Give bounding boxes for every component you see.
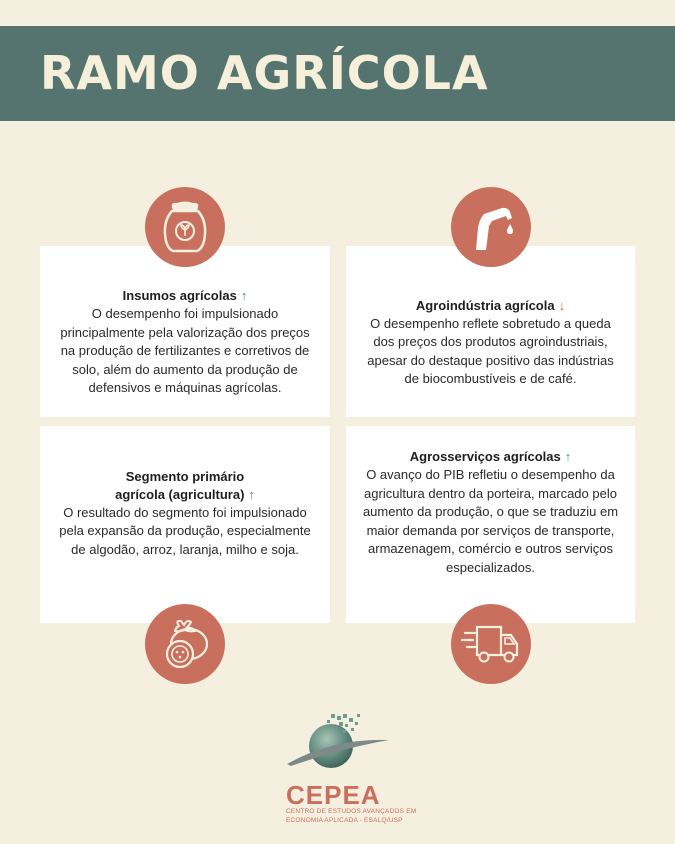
logo-subtitle-line2: ECONOMIA APLICADA - ESALQ/USP	[286, 817, 403, 824]
card-body: O desempenho foi impulsionado principalmente pela valorização dos preços na produção de fertilizantes e corretivos de solo, além do aumento da produção de defensivos e máquinas agrícolas.	[60, 306, 310, 396]
trend-up-icon: ↑	[564, 449, 572, 464]
trend-down-icon: ↓	[558, 297, 566, 313]
card-title	[410, 448, 572, 466]
cepea-logo	[283, 708, 393, 780]
tomato-icon	[145, 604, 225, 684]
card-body: O desempenho reflete sobretudo a queda dos preços dos produtos agroindustriais, apesar do destaque positivo das indústrias de biocombustíveis e de café.	[367, 315, 614, 386]
page-title: RAMO AGRÍCOLA	[40, 46, 489, 100]
card-body: O resultado do segmento foi impulsionado pela expansão da produção, especialmente de algodão, arroz, laranja, milho e soja.	[59, 504, 311, 557]
logo-wordmark: CEPEA	[286, 780, 381, 810]
card-segmento-primario	[40, 426, 330, 623]
card-agroindustria	[346, 246, 635, 417]
fertilizer-sack-icon	[145, 187, 225, 267]
card-title	[58, 468, 312, 504]
fuel-nozzle-icon	[451, 187, 531, 267]
card-title	[123, 287, 248, 305]
trend-up-icon: ↑	[240, 288, 248, 304]
delivery-truck-icon	[451, 604, 531, 684]
card-title-text: Insumos agrícolas	[122, 288, 237, 304]
card-body: O avanço do PIB refletiu o desempenho da agricultura dentro da porteira, marcado pelo aumento da produção, o que se traduziu em maior demanda por serviços de transporte, armazenagem, comércio e outros serviços especializados.	[362, 467, 619, 575]
card-agrosservicos	[346, 426, 635, 623]
globe-logo-icon	[283, 708, 393, 780]
card-title	[416, 297, 565, 315]
logo-subtitle-line1: CENTRO DE ESTUDOS AVANÇADOS EM	[286, 808, 417, 815]
title-banner	[0, 26, 675, 121]
card-title-text: Segmento primário agrícola (agricultura)	[115, 468, 245, 502]
card-title-text: Agrosserviços agrícolas	[409, 449, 561, 464]
card-insumos	[40, 246, 330, 417]
card-title-text: Agroindústria agrícola	[415, 297, 555, 313]
trend-up-icon: ↑	[248, 486, 255, 502]
